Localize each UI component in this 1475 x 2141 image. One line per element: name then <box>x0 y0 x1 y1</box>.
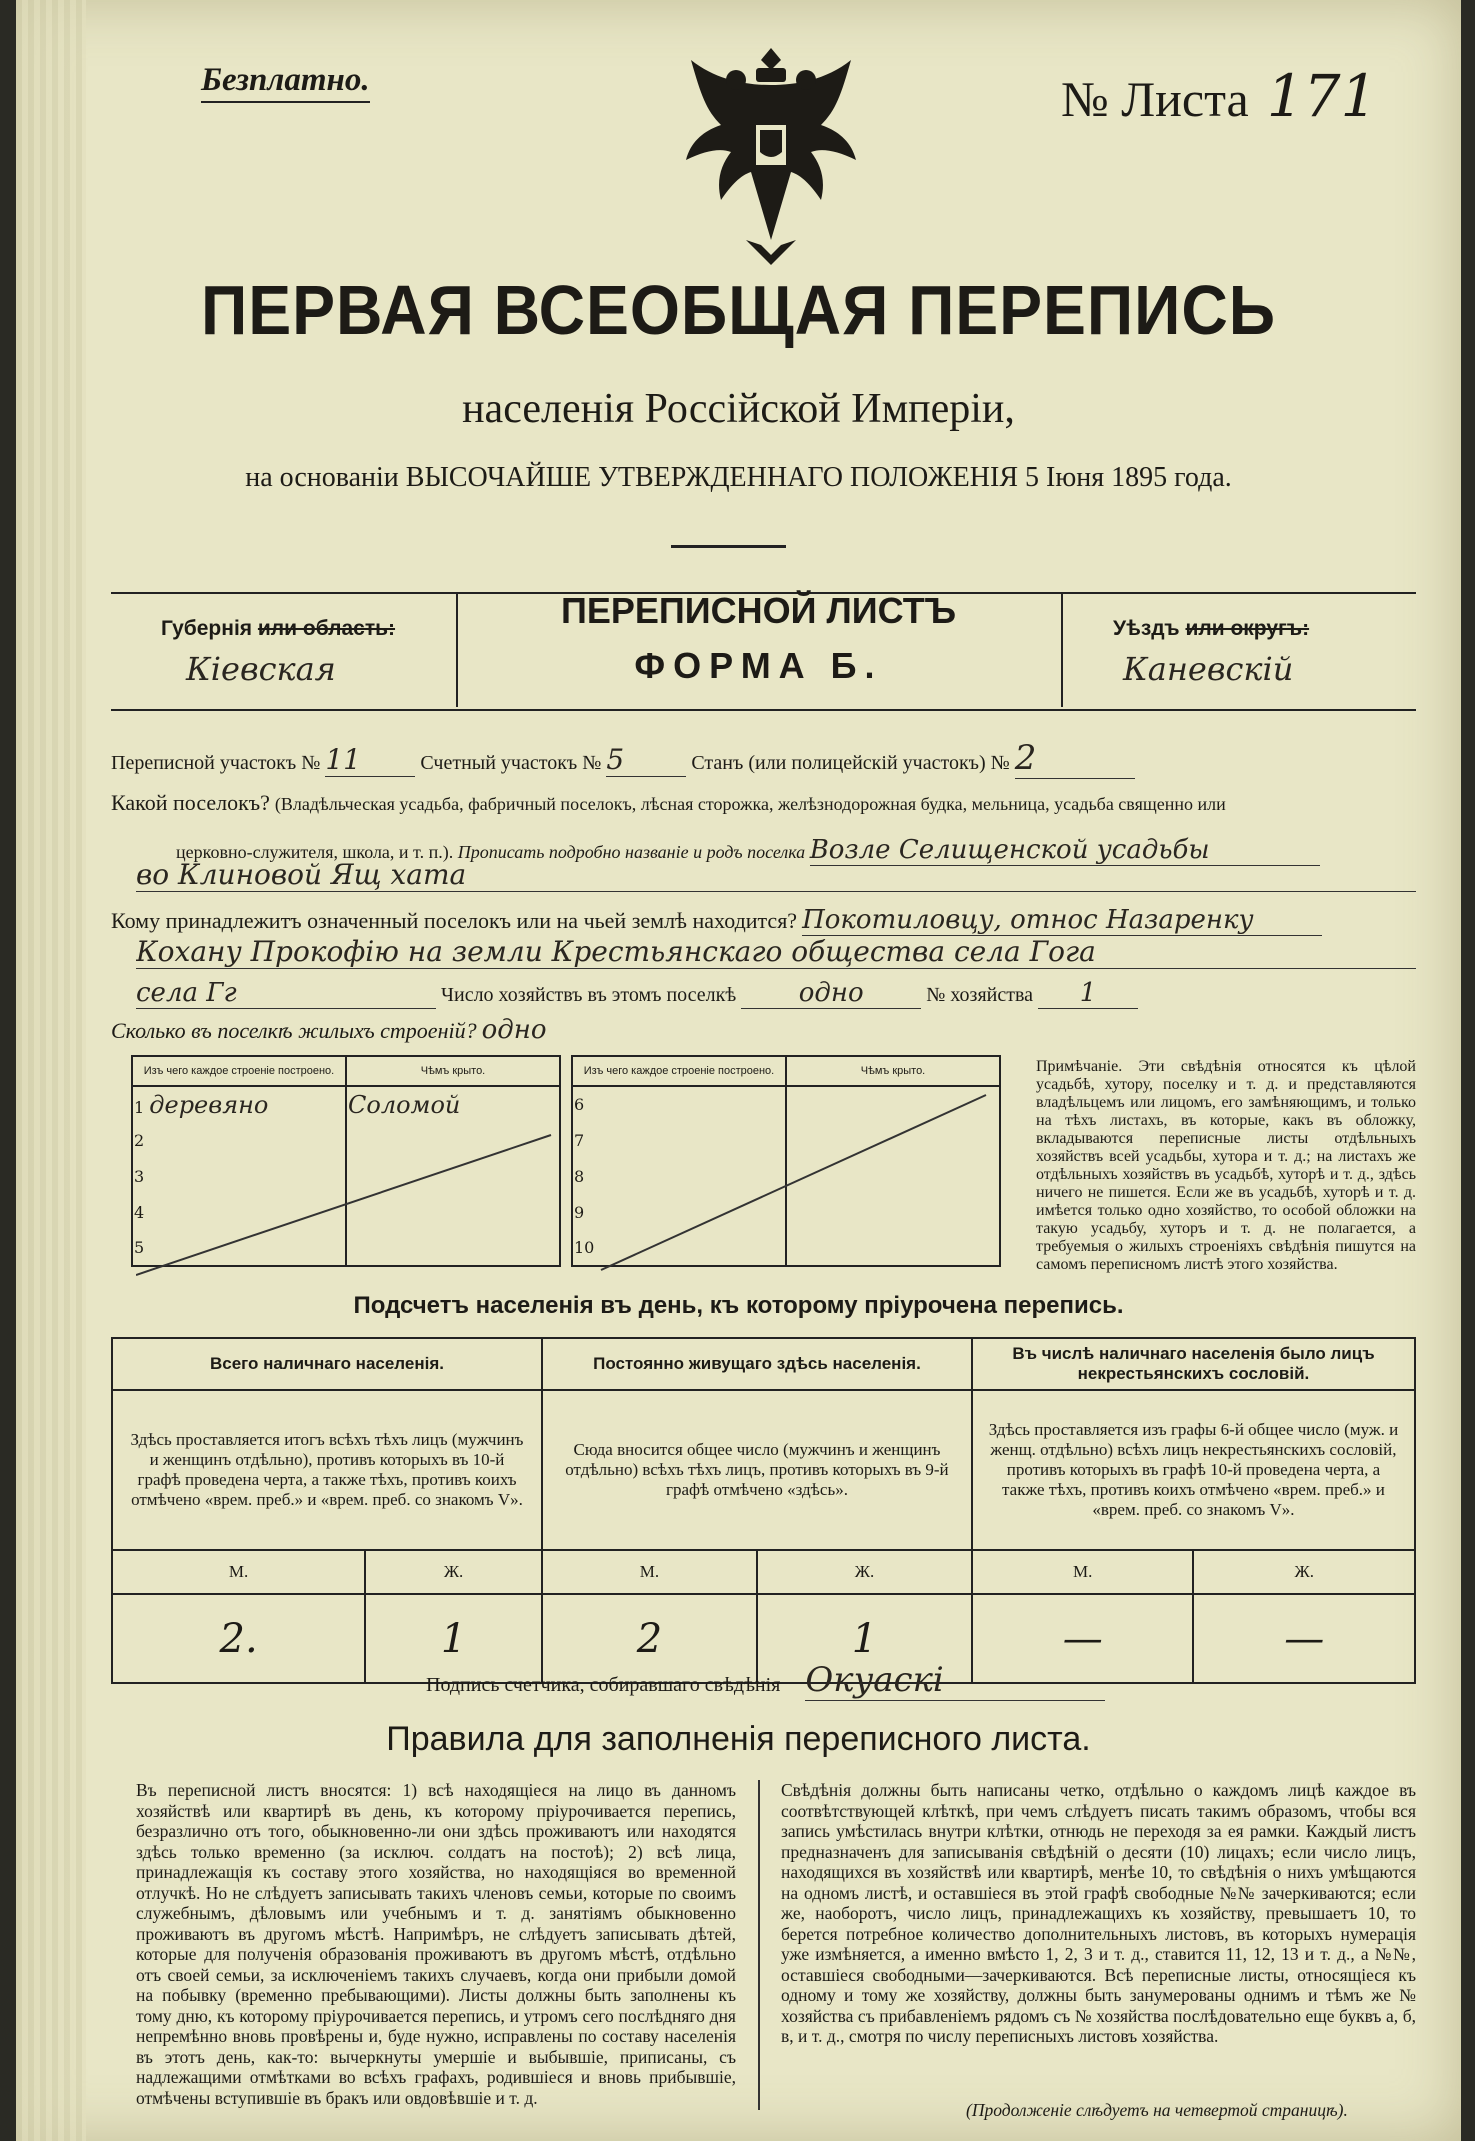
gubernia-box <box>111 592 458 707</box>
gubernia-value: Кіевская <box>186 650 336 688</box>
poselok-label: Какой поселокъ? <box>111 790 270 815</box>
total-male-value: 2. <box>112 1594 365 1683</box>
stan-value: 2 <box>1015 738 1135 779</box>
col-total-header: Всего наличнаго населенія. <box>112 1338 542 1390</box>
gubernia-label-struck: или область: <box>257 617 396 640</box>
buildings-note: Примѣчаніе. Эти свѣдѣнія относятся къ цѣлой усадьбѣ, хутору, поселку и т. д. и представляются владѣльцемъ или лицомъ, его замѣняющимъ, и только на тѣхъ листахъ, въ которые, какъ въ обложку, вкладываются переписные листы отдѣльныхъ хозяйствъ всей усадьбы, хутора и т. д.; на листахъ же отдѣльныхъ хозяйствъ въ усадьбѣ, хуторѣ и т. д., здѣсь ничего не пишется. Если же въ усадьбѣ, хуторѣ и т. д. имѣется только одно хозяйство, то особой обложки на такую усадьбу, хуторъ и т. д. не полагается, а требуемыя о жилыхъ строеніяхъ свѣдѣнія пишутся на самомъ переписномъ листѣ этого хозяйства. <box>1036 1058 1416 1273</box>
row-number: 4 <box>132 1194 346 1230</box>
female-label: Ж. <box>757 1550 972 1594</box>
gubernia-label-text: Губернія <box>161 617 253 640</box>
uchastok-label: Переписной участокъ № <box>111 752 321 774</box>
uezd-box <box>1061 592 1418 707</box>
uchastok-line <box>111 738 1135 779</box>
schet-label: Счетный участокъ № <box>420 752 602 774</box>
female-label: Ж. <box>1193 1550 1415 1594</box>
uezd-label <box>1113 617 1309 641</box>
gubernia-label <box>161 617 395 641</box>
row-number: 8 <box>572 1158 786 1194</box>
column-divider <box>758 1780 760 2110</box>
resident-female-value: 1 <box>757 1594 972 1683</box>
col-resident-header: Постоянно живущаго здѣсь населенія. <box>542 1338 972 1390</box>
owner-value-2: Кохану Прокофію на земли Крестьянскаго общества села Гога <box>136 935 1416 969</box>
continuation-note: (Продолженіе слѣдуетъ на четвертой страницѣ). <box>966 2100 1348 2120</box>
poselok-value-1: Возле Селищенской усадьбы <box>810 835 1320 866</box>
population-heading: Подсчетъ населенія въ день, къ которому пріурочена перепись. <box>353 1292 1124 1319</box>
poselok-hint: (Владѣльческая усадьба, фабричный поселокъ, лѣсная сторожка, желѣзнодорожная будка, мельница, усадьба священно или <box>274 794 1226 814</box>
uchastok-value: 11 <box>325 743 415 777</box>
row-number: 10 <box>572 1230 786 1266</box>
col-total-desc: Здѣсь проставляется итогъ всѣхъ тѣхъ лицъ (мужчинъ и женщинъ отдѣльно), противъ которыхъ въ 10-й графѣ проведена черта, а также тѣхъ, противъ коихъ отмѣчено «врем. преб.» и «врем. преб. со знакомъ V». <box>112 1390 542 1550</box>
col-material-header: Изъ чего каждое строеніе построено. <box>132 1056 346 1086</box>
row-number: 3 <box>132 1158 346 1194</box>
buildings-value: одно <box>481 1015 547 1045</box>
signature-value: Окуаскі <box>805 1660 1105 1701</box>
households-label: Число хозяйствъ въ этомъ поселкѣ <box>441 984 737 1006</box>
household-no-label: № хозяйства <box>926 984 1034 1006</box>
row-number: 9 <box>572 1194 786 1230</box>
total-female-value: 1 <box>365 1594 542 1683</box>
census-sheet <box>16 0 1461 2141</box>
resident-male-value: 2 <box>542 1594 757 1683</box>
rules-right-column: Свѣдѣнія должны быть написаны четко, отдѣльно о каждомъ лицѣ каждое въ соотвѣтствующей клѣткѣ, при чемъ слѣдуетъ писать такимъ образомъ, чтобы вся запись умѣстилась внутри клѣтки, отнюдь не переходя за ея рамки. Каждый листъ предназначенъ для записыванія свѣдѣній о десяти (10) лицахъ; если число лицъ, находящихся въ хозяйствѣ или квартирѣ, менѣе 10, то свѣдѣнія о нихъ умѣщаются на одномъ листѣ, и оставшіеся въ этой графѣ свободные №№ зачеркиваются; если же, наоборотъ, число лицъ, принадлежащихъ къ хозяйству, превышаетъ 10, то берется потребное количество дополнительныхъ листовъ, въ которыхъ нумерація уже измѣняется, а именно вмѣсто 1, 2, 3 и т. д., ставится 11, 12, 13 и т. д., а №№, оставшіеся свободными—зачеркиваются. Всѣ переписные листы, относящіеся къ одному и тому же хозяйству, должны быть занумерованы однимъ и тѣмъ же № хозяйства съ прибавленіемъ рядомъ съ № хозяйства послѣдовательно еще буквъ а, б, в, и т. д., смотря по числу переписныхъ листовъ хозяйства. <box>781 1780 1416 2046</box>
sheet-number-label: № Листа <box>1061 71 1249 127</box>
decree-line: на основаніи ВЫСОЧАЙШЕ УТВЕРЖДЕННАГО ПОЛОЖЕНІЯ 5 Іюня 1895 года. <box>245 462 1232 493</box>
female-label: Ж. <box>365 1550 542 1594</box>
household-no-value: 1 <box>1038 978 1138 1009</box>
building-roof: Соломой <box>346 1086 560 1122</box>
sheet-number <box>1061 62 1377 130</box>
signature-label: Подпись счетчика, собиравшаго свѣдѣнія <box>426 1674 781 1696</box>
main-title: ПЕРВАЯ ВСЕОБЩАЯ ПЕРЕПИСЬ <box>200 271 1276 349</box>
uezd-value: Каневскій <box>1123 650 1294 688</box>
subtitle: населенія Россійской Имперіи, <box>462 386 1015 432</box>
owner-value-1: Покотиловцу, относ Назаренку <box>802 905 1322 936</box>
row-number: 1 <box>134 1097 145 1117</box>
row-number: 7 <box>572 1122 786 1158</box>
poselok-value-2: во Клиновой Ящ хата <box>136 858 1416 892</box>
row-number: 6 <box>572 1086 786 1122</box>
male-label: М. <box>542 1550 757 1594</box>
col-roof-header: Чѣмъ крыто. <box>346 1056 560 1086</box>
divider <box>671 545 786 548</box>
buildings-label: Сколько въ поселкѣ жилыхъ строеній? <box>111 1018 477 1043</box>
households-value: одно <box>741 978 921 1009</box>
noncrest-male-value: — <box>972 1594 1194 1683</box>
male-label: М. <box>972 1550 1194 1594</box>
col-noncrest-header: Въ числѣ наличнаго населенія было лицъ некрестьянскихъ сословій. <box>972 1338 1415 1390</box>
male-label: М. <box>112 1550 365 1594</box>
col-noncrest-desc: Здѣсь проставляется изъ графы 6-й общее число (муж. и женщ. отдѣльно) всѣхъ лицъ некрестьянскихъ сословій, противъ которыхъ въ графѣ 10-й проведена черта, а также тѣхъ, противъ коихъ отмѣчено «врем. преб.» и «врем. преб. со знакомъ V». <box>972 1390 1415 1550</box>
owner-value-3: села Гг <box>136 978 436 1009</box>
col-resident-desc: Сюда вносится общее число (мужчинъ и женщинъ отдѣльно) всѣхъ тѣхъ лицъ, противъ которыхъ въ 9-й графѣ отмѣчено «здѣсь». <box>542 1390 972 1550</box>
rules-title: Правила для заполненія переписного листа. <box>386 1720 1091 1758</box>
sheet-number-value: 171 <box>1266 62 1378 130</box>
stan-label: Станъ (или полицейскій участокъ) № <box>691 752 1010 774</box>
buildings-line <box>111 1015 547 1045</box>
signature-line <box>426 1660 1105 1701</box>
poselok-line <box>111 790 1226 816</box>
row-number: 5 <box>132 1230 346 1266</box>
free-label: Безплатно. <box>201 62 370 103</box>
noncrest-female-value: — <box>1193 1594 1415 1683</box>
form-title: ПЕРЕПИСНОЙ ЛИСТЪ <box>560 590 957 631</box>
uezd-label-struck: или округъ: <box>1185 617 1310 640</box>
owner-label: Кому принадлежитъ означенный поселокъ или на чьей землѣ находится? <box>111 908 798 933</box>
households-line <box>136 978 1138 1009</box>
rules-left-column: Въ переписной листъ вносятся: 1) всѣ находящіеся на лицо въ данномъ хозяйствѣ или квартирѣ въ день, къ которому пріурочивается перепись, безразлично отъ того, обыкновенно-ли они здѣсь проживаютъ или находятся здѣсь только временно (за исключ. солдатъ на постоѣ); 2) всѣ лица, принадлежащія къ составу этого хозяйства, но находящіяся во временной отлучкѣ. Но не слѣдуетъ записывать такихъ членовъ семьи, которые по своимъ служебнымъ, дѣловымъ или учебнымъ и т. д. занятіямъ обыкновенно проживаютъ въ другомъ мѣстѣ. Напримѣръ, не слѣдуетъ записывать дѣтей, которые для полученія образованія проживаютъ въ другомъ мѣстѣ, отдѣльно отъ своей семьи, за исключеніемъ такихъ случаевъ, когда они прибыли домой на побывку (временно пребывающими). Листы должны быть заполнены къ тому дню, къ которому пріурочивается перепись, и утромъ сего послѣдняго дня непремѣнно вновь провѣрены и, буде нужно, исправлены по составу населенія въ этотъ день, как-то: вычеркнуты умершіе и выбывшіе, приписаны, съ надлежащими отмѣтками во всѣхъ графахъ, родившіеся и вновь прибывшіе, отмѣчены вступившіе въ бракъ или овдовѣвшіе и т. д. <box>136 1780 736 2108</box>
col-material-header: Изъ чего каждое строеніе построено. <box>572 1056 786 1086</box>
schet-value: 5 <box>606 743 686 777</box>
cross-out-line-right <box>596 1090 996 1275</box>
poselok-instruction: Прописать подробно названіе и родъ поселка <box>457 842 806 862</box>
building-row <box>132 1086 346 1122</box>
population-table <box>111 1337 1416 1684</box>
poselok-hint-2: церковно-служителя, школа, и т. п.). <box>176 842 454 862</box>
form-subtitle: ФОРМА Б. <box>634 645 883 686</box>
row-number: 2 <box>132 1122 346 1158</box>
uezd-label-text: Уѣздъ <box>1113 617 1180 640</box>
cross-out-line-left <box>136 1125 556 1280</box>
building-material: деревяно <box>149 1090 269 1119</box>
col-roof-header: Чѣмъ крыто. <box>786 1056 1000 1086</box>
owner-line <box>111 905 1322 936</box>
double-headed-eagle-emblem <box>676 40 866 270</box>
